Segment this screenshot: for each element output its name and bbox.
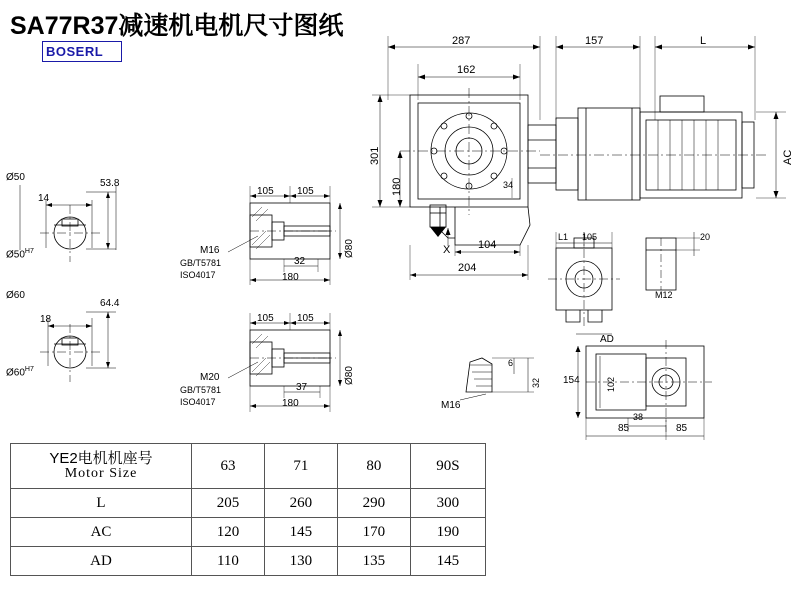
page-title: SA77R37减速机电机尺寸图纸: [10, 12, 344, 40]
dim-shaft-14: 14: [38, 193, 50, 204]
dim-side-M12: M12: [655, 290, 673, 300]
table-header-size-0: 63: [192, 444, 265, 489]
dim-key-105-b: 105: [297, 186, 314, 197]
label-bolt-m20-iso: ISO4017: [180, 397, 216, 407]
table-header-motor-size: [11, 444, 192, 489]
table-header-row: [11, 444, 486, 489]
dim-key-105-c: 105: [257, 313, 274, 324]
dim-side-AD: AD: [600, 334, 614, 345]
dim-side-105: 105: [582, 232, 598, 242]
brand-label: BOSERL: [46, 44, 104, 59]
dim-shaft-d60h7: $Ø60^{H7}$: [6, 366, 34, 379]
dim-base-85-a: 85: [618, 423, 630, 434]
table-cell-1-3: 190: [410, 518, 485, 547]
dim-base-85-b: 85: [676, 423, 688, 434]
table-cell-2-3: 145: [410, 547, 485, 576]
dim-204: 204: [458, 262, 477, 274]
table-cell-2-0: 110: [192, 547, 265, 576]
table-row: [11, 547, 486, 576]
label-bolt-m16: M16: [200, 245, 220, 256]
dim-key-32: 32: [294, 256, 306, 267]
table-cell-1-0: 120: [192, 518, 265, 547]
label-nut-m16: M16: [441, 400, 461, 411]
table-row-label-1: AC: [11, 518, 192, 547]
dim-nut-32: 32: [531, 377, 541, 388]
dim-shaft-d60: Ø60: [6, 290, 25, 301]
dim-104: 104: [478, 239, 497, 251]
table-cell-2-1: 130: [264, 547, 337, 576]
dim-key-d80-b: Ø80: [344, 366, 355, 385]
label-bolt-m20-standard: GB/T5781: [180, 385, 222, 395]
dim-key-105-a: 105: [257, 186, 274, 197]
dim-shaft-d50: Ø50: [6, 172, 25, 183]
table-cell-0-2: 290: [337, 489, 410, 518]
table-row: [11, 518, 486, 547]
dim-top-287: 287: [452, 35, 471, 47]
dim-key-37: 37: [296, 382, 308, 393]
dim-shaft-d50h7: $Ø50^{H7}$: [6, 248, 34, 261]
dim-key-180-a: 180: [282, 272, 299, 283]
table-cell-2-2: 135: [337, 547, 410, 576]
dim-shaft-64-4: 64.4: [100, 298, 120, 309]
table-header-cn: YE2电机机座号: [49, 450, 153, 467]
marker-X: X: [443, 244, 451, 256]
table-cell-0-1: 260: [264, 489, 337, 518]
dim-v-301: 301: [369, 146, 381, 165]
dim-v-AC: AC: [782, 149, 794, 165]
dim-side-L1: L1: [558, 232, 569, 242]
dim-top-L: L: [700, 35, 707, 47]
table-cell-0-0: 205: [192, 489, 265, 518]
label-bolt-m16-standard: GB/T5781: [180, 258, 222, 268]
dim-shaft-53-8: 53.8: [100, 178, 120, 189]
dim-top-162: 162: [457, 64, 476, 76]
motor-size-table: [10, 443, 486, 576]
dim-nut-6: 6: [508, 358, 514, 368]
dim-key-180-b: 180: [282, 398, 299, 409]
dim-base-102: 102: [606, 376, 616, 392]
label-bolt-m20: M20: [200, 372, 220, 383]
table-cell-1-1: 145: [264, 518, 337, 547]
table-cell-1-2: 170: [337, 518, 410, 547]
table-row-label-0: L: [11, 489, 192, 518]
dim-top-157: 157: [585, 35, 604, 47]
table-header-en: Motor Size: [64, 466, 138, 481]
table-header-size-3: 90S: [410, 444, 485, 489]
dim-key-d80-a: Ø80: [344, 239, 355, 258]
table-header-size-2: 80: [337, 444, 410, 489]
dim-key-105-d: 105: [297, 313, 314, 324]
dim-base-38: 38: [633, 412, 644, 422]
dim-v-34: 34: [503, 180, 514, 190]
dim-shaft-18: 18: [40, 314, 52, 325]
dim-v-180: 180: [391, 177, 403, 196]
table-row: [11, 489, 486, 518]
dim-base-154: 154: [563, 375, 580, 386]
table-header-size-1: 71: [264, 444, 337, 489]
label-bolt-m16-iso: ISO4017: [180, 270, 216, 280]
dim-side-20: 20: [700, 232, 711, 242]
table-cell-0-3: 300: [410, 489, 485, 518]
table-row-label-2: AD: [11, 547, 192, 576]
